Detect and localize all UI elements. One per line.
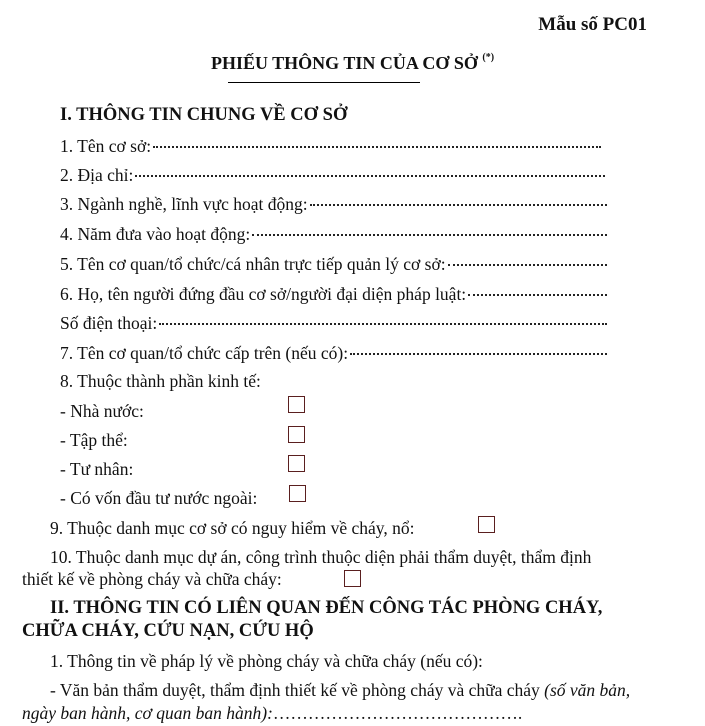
- fill-line[interactable]: [135, 175, 605, 177]
- section-1-heading: I. THÔNG TIN CHUNG VỀ CƠ SỞ: [60, 105, 348, 125]
- item-9-label: 9. Thuộc danh mục cơ sở có nguy hiểm về cháy, nổ:: [50, 518, 415, 538]
- approval-doc-hint-2: ngày ban hành, cơ quan ban hành):: [22, 703, 273, 723]
- section-2-heading-line2: CHỮA CHÁY, CỨU NẠN, CỨU HỘ: [22, 621, 314, 641]
- form-title: [0, 53, 705, 74]
- section-2-item-1: 1. Thông tin về pháp lý về phòng cháy và chữa cháy (nếu có):: [50, 651, 483, 671]
- field-address[interactable]: [60, 165, 605, 186]
- fill-line[interactable]: [252, 234, 607, 236]
- section-2-heading-line1: II. THÔNG TIN CÓ LIÊN QUAN ĐẾN CÔNG TÁC PHÒNG CHÁY,: [50, 598, 603, 618]
- item-10-label-line2: thiết kế về phòng cháy và chữa cháy:: [22, 569, 282, 589]
- option-state-label: - Nhà nước:: [60, 401, 144, 421]
- approval-doc-label: - Văn bản thẩm duyệt, thẩm định thiết kế về phòng cháy và chữa cháy: [50, 680, 545, 700]
- field-label: 7. Tên cơ quan/tổ chức cấp trên (nếu có):: [60, 343, 349, 363]
- option-private-label: - Tư nhân:: [60, 459, 134, 479]
- fill-line[interactable]: [350, 353, 607, 355]
- title-underline: [228, 82, 420, 83]
- approval-doc-line1: [50, 680, 630, 701]
- item-10-label-line1: 10. Thuộc danh mục dự án, công trình thuộc diện phải thẩm duyệt, thẩm định: [50, 547, 592, 567]
- checkbox-fire-hazard[interactable]: [478, 516, 495, 533]
- economic-sector-label: 8. Thuộc thành phần kinh tế:: [60, 371, 261, 391]
- checkbox-design-approval[interactable]: [344, 570, 361, 587]
- option-collective-label: - Tập thể:: [60, 430, 128, 450]
- field-label: 5. Tên cơ quan/tổ chức/cá nhân trực tiếp quản lý cơ sở:: [60, 254, 446, 274]
- field-head-name[interactable]: [60, 284, 607, 305]
- checkbox-state[interactable]: [288, 396, 305, 413]
- field-label: 3. Ngành nghề, lĩnh vực hoạt động:: [60, 194, 308, 214]
- form-code: Mẫu số PC01: [538, 14, 647, 35]
- field-phone[interactable]: [60, 313, 607, 334]
- checkbox-foreign[interactable]: [289, 485, 306, 502]
- field-label: 4. Năm đưa vào hoạt động:: [60, 224, 251, 244]
- field-label: 2. Địa chỉ:: [60, 165, 134, 185]
- field-facility-name[interactable]: [60, 136, 601, 157]
- option-foreign-label: - Có vốn đầu tư nước ngoài:: [60, 488, 258, 508]
- form-title-text: PHIẾU THÔNG TIN CỦA CƠ SỞ: [210, 53, 478, 73]
- field-managing-body[interactable]: [60, 254, 607, 275]
- checkbox-collective[interactable]: [288, 426, 305, 443]
- approval-doc-fill[interactable]: …………………………………….: [272, 703, 523, 723]
- field-label: 6. Họ, tên người đứng đầu cơ sở/người đại diện pháp luật:: [60, 284, 467, 304]
- fill-line[interactable]: [153, 146, 601, 148]
- field-label: Số điện thoại:: [60, 313, 158, 333]
- checkbox-private[interactable]: [288, 455, 305, 472]
- form-title-note: (*): [482, 52, 495, 63]
- field-label: 1. Tên cơ sở:: [60, 136, 152, 156]
- approval-doc-line2[interactable]: [22, 703, 522, 724]
- fill-line[interactable]: [310, 204, 607, 206]
- fill-line[interactable]: [448, 264, 607, 266]
- fill-line[interactable]: [159, 323, 607, 325]
- field-parent-org[interactable]: [60, 343, 607, 364]
- field-industry[interactable]: [60, 194, 607, 215]
- fill-line[interactable]: [468, 294, 607, 296]
- field-year-operation[interactable]: [60, 224, 607, 245]
- approval-doc-hint-1: (số văn bản,: [544, 680, 631, 700]
